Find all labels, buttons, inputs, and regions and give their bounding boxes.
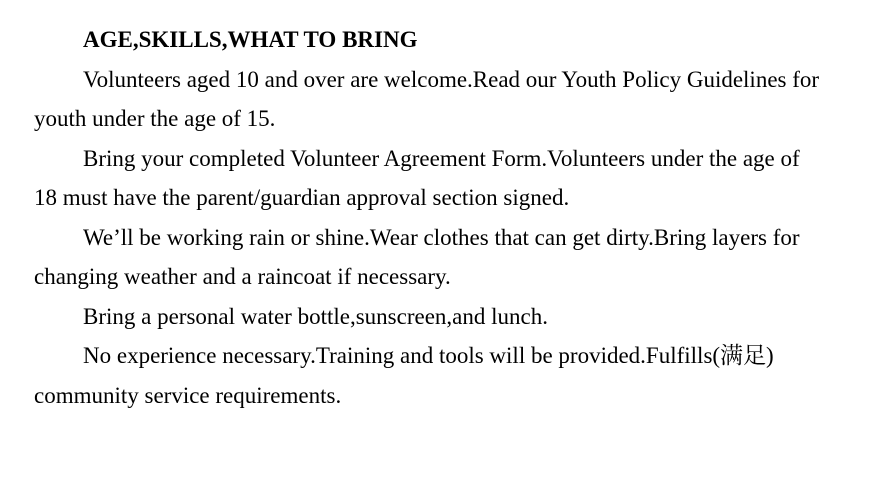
paragraph-agreement-form: Bring your completed Volunteer Agreement Form.Volunteers under the age of 18 must have the parent/guardian approval section signed. bbox=[34, 145, 800, 210]
paragraph-supplies: Bring a personal water bottle,sunscreen,and lunch. bbox=[83, 303, 548, 329]
document-body bbox=[34, 20, 824, 415]
paragraph-experience: No experience necessary.Training and tools will be provided.Fulfills(满足) community service requirements. bbox=[34, 343, 774, 408]
section-heading: AGE,SKILLS,WHAT TO BRING bbox=[83, 27, 418, 52]
paragraph-age: Volunteers aged 10 and over are welcome.Read our Youth Policy Guidelines for youth under the age of 15. bbox=[34, 66, 820, 131]
paragraph-weather-clothing: We’ll be working rain or shine.Wear clothes that can get dirty.Bring layers for changing weather and a raincoat if necessary. bbox=[34, 224, 800, 289]
